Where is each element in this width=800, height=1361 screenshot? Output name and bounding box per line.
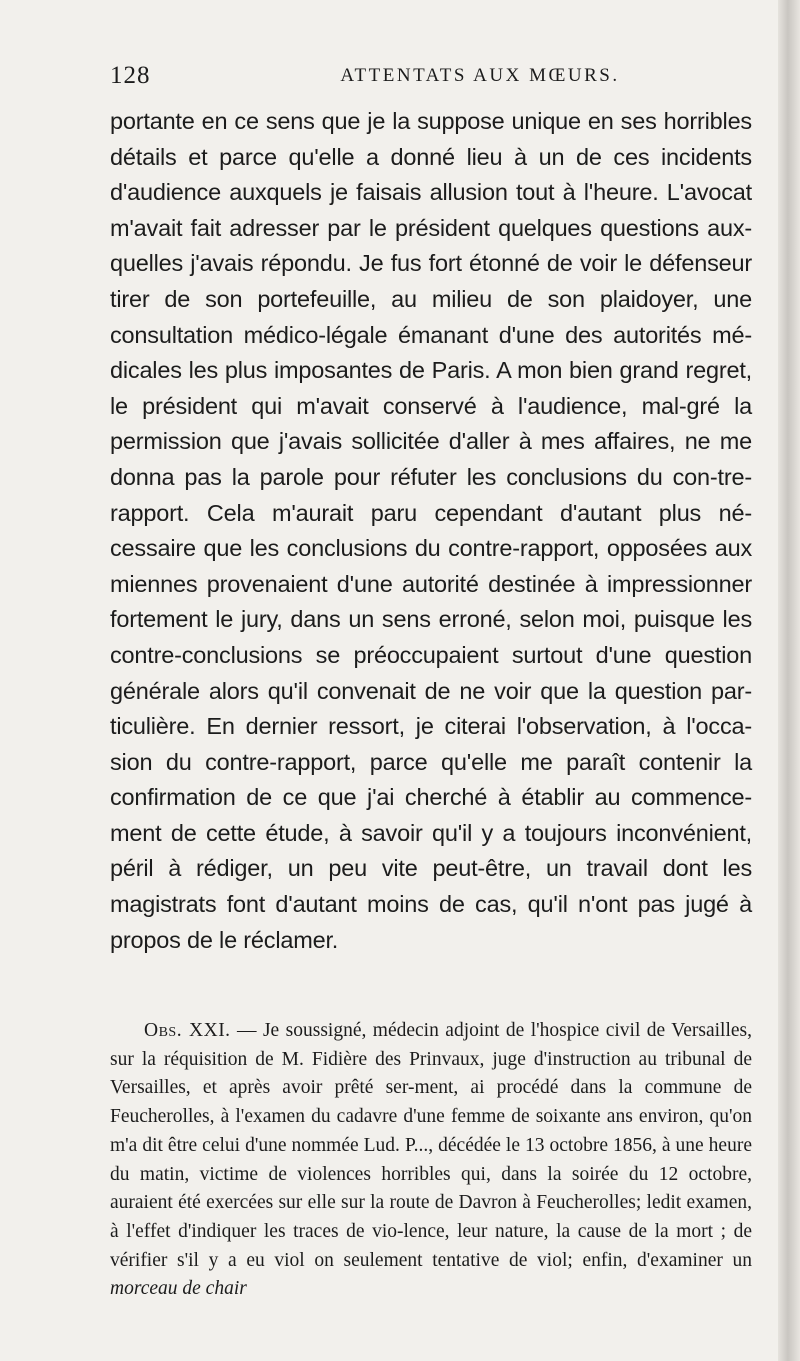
running-title: ATTENTATS AUX MŒURS. [340, 65, 620, 86]
main-paragraph [110, 104, 752, 958]
paragraph-text: portante en ce sens que je la suppose unique en ses horribles détails et parce qu'elle a donné lieu à un de ces incidents d'audience auxquels je faisais allusion tout à l'heure. L'avocat m'avait fait adresser par le président quelques questions aux-quelles j'avais répondu. Je fus fort étonné de voir le défenseur tirer de son portefeuille, au milieu de son plaidoyer, une consultation médico-légale émanant d'une des autorités mé-dicales les plus imposantes de Paris. A mon bien grand regret, le président qui m'avait conservé à l'audience, mal-gré la permission que j'avais sollicitée d'aller à mes affaires, ne me donna pas la parole pour réfuter les conclusions du con-tre-rapport. Cela m'aurait paru cependant d'autant plus né-cessaire que les conclusions du contre-rapport, opposées aux miennes provenaient d'une autorité destinée à impressionner fortement le jury, dans un sens erroné, selon moi, puisque les contre-conclusions se préoccupaient surtout d'une question générale alors qu'il convenait de ne voir que la question par-ticulière. En dernier ressort, je citerai l'observation, à l'occa-sion du contre-rapport, parce qu'elle me paraît contenir la confirmation de ce que j'ai cherché à établir au commence-ment de cette étude, à savoir qu'il y a toujours inconvénient, péril à rédiger, un peu vite peut-être, un travail dont les magistrats font d'autant moins de cas, qu'il n'ont pas jugé à propos de le réclamer. [110, 108, 752, 953]
observation-italic: morceau de chair [110, 1278, 247, 1300]
observation-label: Obs. XXI. [144, 1020, 231, 1041]
page-edge [778, 0, 800, 1361]
page-number: 128 [110, 62, 151, 89]
observation-text: — Je soussigné, médecin adjoint de l'hospice civil de Versailles, sur la réquisition de M. Fidière des Prinvaux, juge d'instruction au tribunal de Versailles, et après avoir prêté ser-ment, ai procédé dans la commune de Feucherolles, à l'examen du cadavre d'une femme de soixante ans environ, qu'on m'a dit être celui d'une nommée Lud. P..., décédée le 13 octobre 1856, à une heure du matin, victime de violences horribles qui, dans la soirée du 12 octobre, auraient été exercées sur elle sur la route de Davron à Feucherolles; ledit examen, à l'effet d'indiquer les traces de vio-lence, leur nature, la cause de la mort ; de vérifier s'il y a eu viol on seulement tentative de viol; enfin, d'examiner un [110, 1020, 752, 1271]
page-header [110, 62, 750, 102]
observation-block [110, 1017, 752, 1304]
observation-paragraph [110, 1017, 752, 1304]
